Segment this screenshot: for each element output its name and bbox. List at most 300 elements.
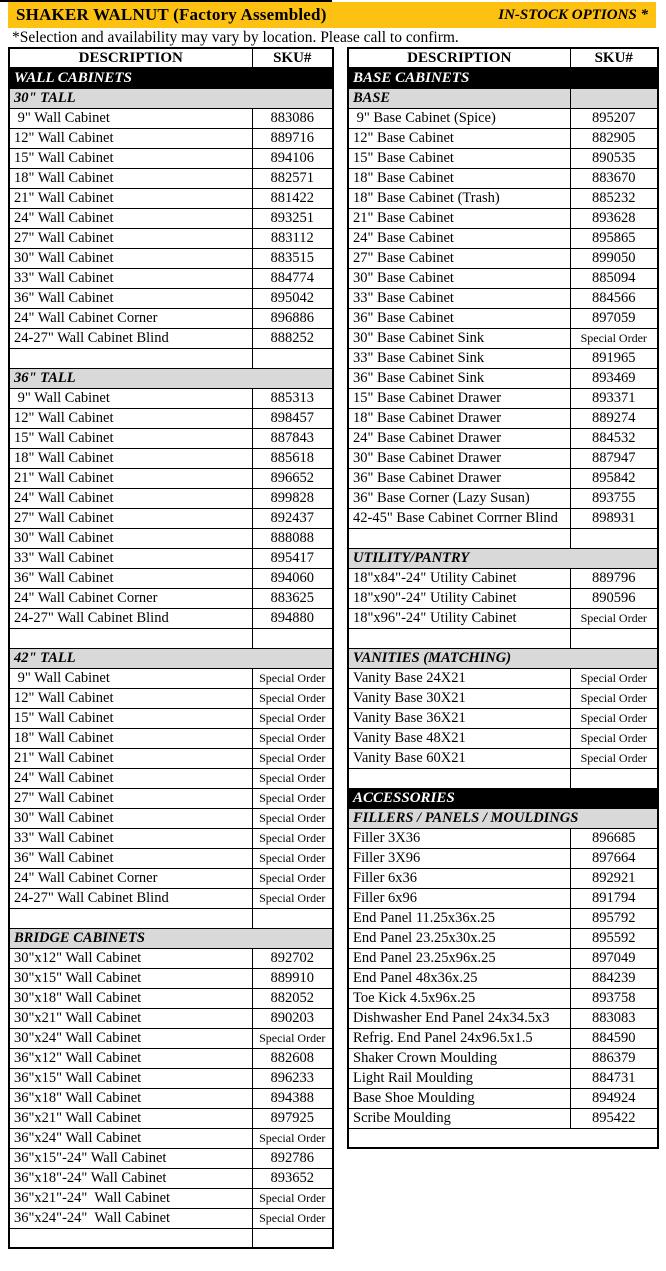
blank-cell	[252, 1228, 333, 1248]
item-description: 9" Base Cabinet (Spice)	[348, 108, 570, 128]
item-description: 36"x24" Wall Cabinet	[9, 1128, 252, 1148]
item-sku: 883515	[252, 248, 333, 268]
item-sku: 889910	[252, 968, 333, 988]
table-row	[9, 528, 333, 548]
item-special-order: Special Order	[570, 708, 658, 728]
table-row	[9, 1068, 333, 1088]
item-description: 30"x18" Wall Cabinet	[9, 988, 252, 1008]
item-special-order: Special Order	[252, 1188, 333, 1208]
item-description: End Panel 23.25x30x.25	[348, 928, 570, 948]
item-special-order: Special Order	[252, 1208, 333, 1228]
item-description: 24-27" Wall Cabinet Blind	[9, 608, 252, 628]
item-special-order: Special Order	[570, 728, 658, 748]
table-row	[9, 1228, 333, 1248]
subsection-header: BASE	[348, 88, 570, 108]
item-sku: 881422	[252, 188, 333, 208]
item-sku: 895207	[570, 108, 658, 128]
table-row	[9, 408, 333, 428]
item-description: 18"x90"-24" Utility Cabinet	[348, 588, 570, 608]
item-description: 33" Wall Cabinet	[9, 548, 252, 568]
subsection-header: 36" TALL	[9, 368, 333, 388]
table-row	[9, 1188, 333, 1208]
item-sku: 892437	[252, 508, 333, 528]
table-row	[348, 248, 658, 268]
blank-cell	[570, 628, 658, 648]
item-sku: 895417	[252, 548, 333, 568]
item-sku: 883083	[570, 1008, 658, 1028]
availability-note: *Selection and availability may vary by location. Please call to confirm.	[12, 29, 459, 46]
subsection-header: 42" TALL	[9, 648, 333, 668]
item-description: 36"x21" Wall Cabinet	[9, 1108, 252, 1128]
item-description: 30" Base Cabinet Sink	[348, 328, 570, 348]
item-sku: 895865	[570, 228, 658, 248]
item-description: 36" Base Cabinet Drawer	[348, 468, 570, 488]
item-description: 15" Base Cabinet Drawer	[348, 388, 570, 408]
item-sku: 895042	[252, 288, 333, 308]
item-sku: 899050	[570, 248, 658, 268]
item-description: 24-27" Wall Cabinet Blind	[9, 328, 252, 348]
table-row	[348, 1128, 658, 1148]
section-header: ACCESSORIES	[348, 788, 658, 808]
table-row	[348, 268, 658, 288]
table-row	[348, 768, 658, 788]
item-sku: 883086	[252, 108, 333, 128]
table-row	[9, 488, 333, 508]
item-sku: 891794	[570, 888, 658, 908]
table-row	[348, 948, 658, 968]
table-row	[348, 228, 658, 248]
item-sku: 896652	[252, 468, 333, 488]
table-row	[348, 628, 658, 648]
table-row	[348, 1048, 658, 1068]
blank-cell	[570, 768, 658, 788]
table-row	[348, 148, 658, 168]
table-row	[9, 428, 333, 448]
table-row	[9, 348, 333, 368]
table-row	[9, 108, 333, 128]
blank-cell	[9, 348, 252, 368]
item-description: 24" Base Cabinet Drawer	[348, 428, 570, 448]
item-special-order: Special Order	[252, 768, 333, 788]
table-row	[348, 1108, 658, 1128]
item-description: 15" Wall Cabinet	[9, 148, 252, 168]
table-row	[9, 1048, 333, 1068]
table-row	[9, 968, 333, 988]
item-description: 21" Base Cabinet	[348, 208, 570, 228]
in-stock-options-label: IN-STOCK OPTIONS *	[498, 6, 648, 23]
item-description: 9" Wall Cabinet	[9, 108, 252, 128]
item-special-order: Special Order	[570, 748, 658, 768]
item-sku: 897049	[570, 948, 658, 968]
table-row	[9, 1088, 333, 1108]
item-description: End Panel 11.25x36x.25	[348, 908, 570, 928]
item-special-order: Special Order	[252, 668, 333, 688]
column-header-row	[348, 48, 658, 68]
item-sku: 884731	[570, 1068, 658, 1088]
item-special-order: Special Order	[252, 688, 333, 708]
table-row	[348, 608, 658, 628]
item-sku: 885232	[570, 188, 658, 208]
table-row	[9, 268, 333, 288]
table-row	[9, 1128, 333, 1148]
table-row	[9, 988, 333, 1008]
item-sku: 893251	[252, 208, 333, 228]
table-row	[9, 1148, 333, 1168]
item-description: 36" Base Cabinet Sink	[348, 368, 570, 388]
item-special-order: Special Order	[570, 668, 658, 688]
table-row	[348, 428, 658, 448]
table-row	[9, 468, 333, 488]
item-description: 36"x18" Wall Cabinet	[9, 1088, 252, 1108]
item-description: 33" Wall Cabinet	[9, 268, 252, 288]
item-description: 18" Wall Cabinet	[9, 728, 252, 748]
table-row	[9, 688, 333, 708]
subsection-header-sku-cell	[570, 88, 658, 108]
table-row	[9, 908, 333, 928]
item-description: 24" Wall Cabinet	[9, 488, 252, 508]
table-row	[348, 448, 658, 468]
item-sku: 894924	[570, 1088, 658, 1108]
table-row	[348, 168, 658, 188]
table-row	[9, 508, 333, 528]
item-sku: 895792	[570, 908, 658, 928]
blank-cell	[252, 348, 333, 368]
item-description: 36"x15" Wall Cabinet	[9, 1068, 252, 1088]
item-description: End Panel 48x36x.25	[348, 968, 570, 988]
item-description: 30" Wall Cabinet	[9, 248, 252, 268]
item-description: 9" Wall Cabinet	[9, 668, 252, 688]
item-description: Shaker Crown Moulding	[348, 1048, 570, 1068]
table-row	[348, 928, 658, 948]
item-sku: 896685	[570, 828, 658, 848]
item-description: 36" Wall Cabinet	[9, 848, 252, 868]
item-special-order: Special Order	[252, 828, 333, 848]
item-sku: 894060	[252, 568, 333, 588]
item-special-order: Special Order	[252, 748, 333, 768]
item-sku: 890203	[252, 1008, 333, 1028]
item-sku: 891965	[570, 348, 658, 368]
table-row	[9, 548, 333, 568]
blank-cell	[252, 628, 333, 648]
item-description: 36"x18"-24" Wall Cabinet	[9, 1168, 252, 1188]
table-row	[348, 348, 658, 368]
item-description: Filler 3X96	[348, 848, 570, 868]
section-header: WALL CABINETS	[9, 68, 333, 88]
item-description: Filler 6x96	[348, 888, 570, 908]
table-row	[348, 968, 658, 988]
item-description: 18" Base Cabinet Drawer	[348, 408, 570, 428]
item-sku: 884590	[570, 1028, 658, 1048]
table-row	[9, 88, 333, 108]
item-sku: 896886	[252, 308, 333, 328]
item-sku: 884532	[570, 428, 658, 448]
table-row	[348, 368, 658, 388]
item-description: Vanity Base 48X21	[348, 728, 570, 748]
subsection-header: FILLERS / PANELS / MOULDINGS	[348, 808, 658, 828]
table-row	[348, 388, 658, 408]
table-row	[9, 128, 333, 148]
table-row	[9, 248, 333, 268]
table-row	[9, 628, 333, 648]
table-row	[9, 848, 333, 868]
item-sku: 883670	[570, 168, 658, 188]
item-description: 12" Wall Cabinet	[9, 688, 252, 708]
item-sku: 884774	[252, 268, 333, 288]
table-row	[9, 708, 333, 728]
item-sku: 897925	[252, 1108, 333, 1128]
item-description: 9" Wall Cabinet	[9, 388, 252, 408]
item-sku: 889274	[570, 408, 658, 428]
item-description: 33" Base Cabinet Sink	[348, 348, 570, 368]
blank-cell	[348, 628, 570, 648]
item-description: 36" Base Cabinet	[348, 308, 570, 328]
item-description: 21" Wall Cabinet	[9, 188, 252, 208]
table-row	[348, 328, 658, 348]
subsection-header: VANITIES (MATCHING)	[348, 648, 658, 668]
item-description: 15" Base Cabinet	[348, 148, 570, 168]
table-row	[9, 168, 333, 188]
item-sku: 895422	[570, 1108, 658, 1128]
table-row	[9, 208, 333, 228]
item-description: 24" Base Cabinet	[348, 228, 570, 248]
blank-cell	[570, 528, 658, 548]
blank-cell	[348, 768, 570, 788]
item-description: Light Rail Moulding	[348, 1068, 570, 1088]
item-sku: 882052	[252, 988, 333, 1008]
item-sku: 885313	[252, 388, 333, 408]
item-description: End Panel 23.25x96x.25	[348, 948, 570, 968]
item-description: 30" Base Cabinet	[348, 268, 570, 288]
item-sku: 888252	[252, 328, 333, 348]
table-row	[9, 588, 333, 608]
table-row	[348, 68, 658, 88]
table-row	[348, 408, 658, 428]
subsection-header: UTILITY/PANTRY	[348, 548, 658, 568]
item-description: 36" Wall Cabinet	[9, 568, 252, 588]
table-row	[9, 748, 333, 768]
item-description: 12" Wall Cabinet	[9, 128, 252, 148]
item-description: Scribe Moulding	[348, 1108, 570, 1128]
item-description: 18" Base Cabinet (Trash)	[348, 188, 570, 208]
item-sku: 882571	[252, 168, 333, 188]
table-row	[348, 108, 658, 128]
table-row	[9, 228, 333, 248]
item-description: 36"x12" Wall Cabinet	[9, 1048, 252, 1068]
blank-cell	[9, 628, 252, 648]
table-row	[348, 828, 658, 848]
item-sku: 895592	[570, 928, 658, 948]
item-description: 36"x24"-24" Wall Cabinet	[9, 1208, 252, 1228]
item-description: 30" Wall Cabinet	[9, 808, 252, 828]
item-description: 15" Wall Cabinet	[9, 708, 252, 728]
item-description: Vanity Base 60X21	[348, 748, 570, 768]
table-row	[348, 88, 658, 108]
table-row	[9, 1208, 333, 1228]
table-row	[9, 668, 333, 688]
table-row	[348, 888, 658, 908]
item-sku: 883625	[252, 588, 333, 608]
item-description: Toe Kick 4.5x96x.25	[348, 988, 570, 1008]
item-description: Refrig. End Panel 24x96.5x1.5	[348, 1028, 570, 1048]
column-header-sku: SKU#	[252, 48, 333, 68]
item-sku: 897664	[570, 848, 658, 868]
table-row	[348, 208, 658, 228]
blank-cell	[348, 1128, 658, 1148]
subsection-header: BRIDGE CABINETS	[9, 928, 333, 948]
item-special-order: Special Order	[570, 608, 658, 628]
item-sku: 893652	[252, 1168, 333, 1188]
item-sku: 893469	[570, 368, 658, 388]
table-row	[9, 1028, 333, 1048]
item-sku: 894106	[252, 148, 333, 168]
table-row	[9, 288, 333, 308]
item-description: 18" Wall Cabinet	[9, 168, 252, 188]
item-description: 30"x21" Wall Cabinet	[9, 1008, 252, 1028]
item-sku: 892786	[252, 1148, 333, 1168]
subsection-header: 30" TALL	[9, 88, 333, 108]
item-special-order: Special Order	[252, 728, 333, 748]
table-row	[348, 188, 658, 208]
table-row	[9, 368, 333, 388]
table-row	[9, 68, 333, 88]
table-row	[9, 1168, 333, 1188]
item-description: 42-45" Base Cabinet Corrner Blind	[348, 508, 570, 528]
table-row	[348, 868, 658, 888]
table-row	[348, 648, 658, 668]
item-description: Base Shoe Moulding	[348, 1088, 570, 1108]
item-description: 30" Wall Cabinet	[9, 528, 252, 548]
item-description: 12" Base Cabinet	[348, 128, 570, 148]
item-description: Vanity Base 30X21	[348, 688, 570, 708]
item-description: 18" Wall Cabinet	[9, 448, 252, 468]
blank-cell	[9, 1228, 252, 1248]
item-description: 27" Wall Cabinet	[9, 228, 252, 248]
item-sku: 882608	[252, 1048, 333, 1068]
item-description: 27" Base Cabinet	[348, 248, 570, 268]
table-row	[348, 1008, 658, 1028]
blank-cell	[348, 528, 570, 548]
item-description: 36" Base Corner (Lazy Susan)	[348, 488, 570, 508]
item-description: Vanity Base 24X21	[348, 668, 570, 688]
table-row	[348, 588, 658, 608]
item-special-order: Special Order	[252, 708, 333, 728]
base-cabinets-table	[347, 47, 659, 1149]
item-sku: 885094	[570, 268, 658, 288]
item-sku: 885618	[252, 448, 333, 468]
table-row	[9, 1008, 333, 1028]
item-description: 27" Wall Cabinet	[9, 788, 252, 808]
item-sku: 889796	[570, 568, 658, 588]
column-header-description: DESCRIPTION	[9, 48, 252, 68]
table-row	[9, 388, 333, 408]
table-row	[348, 1028, 658, 1048]
item-sku: 883112	[252, 228, 333, 248]
item-special-order: Special Order	[252, 848, 333, 868]
column-header-sku: SKU#	[570, 48, 658, 68]
table-row	[348, 528, 658, 548]
table-row	[348, 508, 658, 528]
item-description: Dishwasher End Panel 24x34.5x3	[348, 1008, 570, 1028]
table-row	[9, 328, 333, 348]
item-sku: 892921	[570, 868, 658, 888]
table-row	[348, 1088, 658, 1108]
item-description: 18" Base Cabinet	[348, 168, 570, 188]
item-sku: 887843	[252, 428, 333, 448]
item-description: 15" Wall Cabinet	[9, 428, 252, 448]
table-row	[9, 768, 333, 788]
item-sku: 889716	[252, 128, 333, 148]
table-row	[9, 828, 333, 848]
table-row	[348, 728, 658, 748]
table-row	[9, 868, 333, 888]
item-sku: 882905	[570, 128, 658, 148]
table-row	[9, 1108, 333, 1128]
item-sku: 890596	[570, 588, 658, 608]
table-row	[348, 548, 658, 568]
table-row	[348, 488, 658, 508]
item-special-order: Special Order	[252, 788, 333, 808]
item-special-order: Special Order	[570, 688, 658, 708]
item-sku: 887947	[570, 448, 658, 468]
item-sku: 888088	[252, 528, 333, 548]
item-description: 33" Wall Cabinet	[9, 828, 252, 848]
item-sku: 886379	[570, 1048, 658, 1068]
item-sku: 899828	[252, 488, 333, 508]
item-description: 30"x15" Wall Cabinet	[9, 968, 252, 988]
table-row	[348, 688, 658, 708]
item-special-order: Special Order	[252, 868, 333, 888]
item-special-order: Special Order	[252, 1128, 333, 1148]
table-row	[348, 308, 658, 328]
table-row	[9, 928, 333, 948]
item-sku: 884566	[570, 288, 658, 308]
table-row	[9, 608, 333, 628]
page-title: SHAKER WALNUT (Factory Assembled)	[16, 5, 327, 24]
table-row	[9, 948, 333, 968]
table-row	[348, 788, 658, 808]
table-row	[9, 888, 333, 908]
table-row	[9, 148, 333, 168]
item-description: 18"x96"-24" Utility Cabinet	[348, 608, 570, 628]
item-description: Filler 3X36	[348, 828, 570, 848]
item-description: 24" Wall Cabinet Corner	[9, 308, 252, 328]
table-row	[348, 668, 658, 688]
item-description: 30" Base Cabinet Drawer	[348, 448, 570, 468]
table-row	[9, 788, 333, 808]
table-row	[348, 468, 658, 488]
item-sku: 884239	[570, 968, 658, 988]
item-description: 21" Wall Cabinet	[9, 748, 252, 768]
item-description: 18"x84"-24" Utility Cabinet	[348, 568, 570, 588]
item-description: 12" Wall Cabinet	[9, 408, 252, 428]
column-header-description: DESCRIPTION	[348, 48, 570, 68]
title-banner	[8, 2, 656, 28]
item-description: 24" Wall Cabinet Corner	[9, 868, 252, 888]
item-sku: 895842	[570, 468, 658, 488]
item-sku: 890535	[570, 148, 658, 168]
table-row	[348, 808, 658, 828]
section-header: BASE CABINETS	[348, 68, 658, 88]
item-sku: 896233	[252, 1068, 333, 1088]
item-description: 36"x21"-24" Wall Cabinet	[9, 1188, 252, 1208]
tables-container	[8, 47, 659, 1249]
item-special-order: Special Order	[252, 888, 333, 908]
item-description: 36"x15"-24" Wall Cabinet	[9, 1148, 252, 1168]
item-sku: 893628	[570, 208, 658, 228]
column-header-row	[9, 48, 333, 68]
table-row	[348, 288, 658, 308]
item-description: 24-27" Wall Cabinet Blind	[9, 888, 252, 908]
